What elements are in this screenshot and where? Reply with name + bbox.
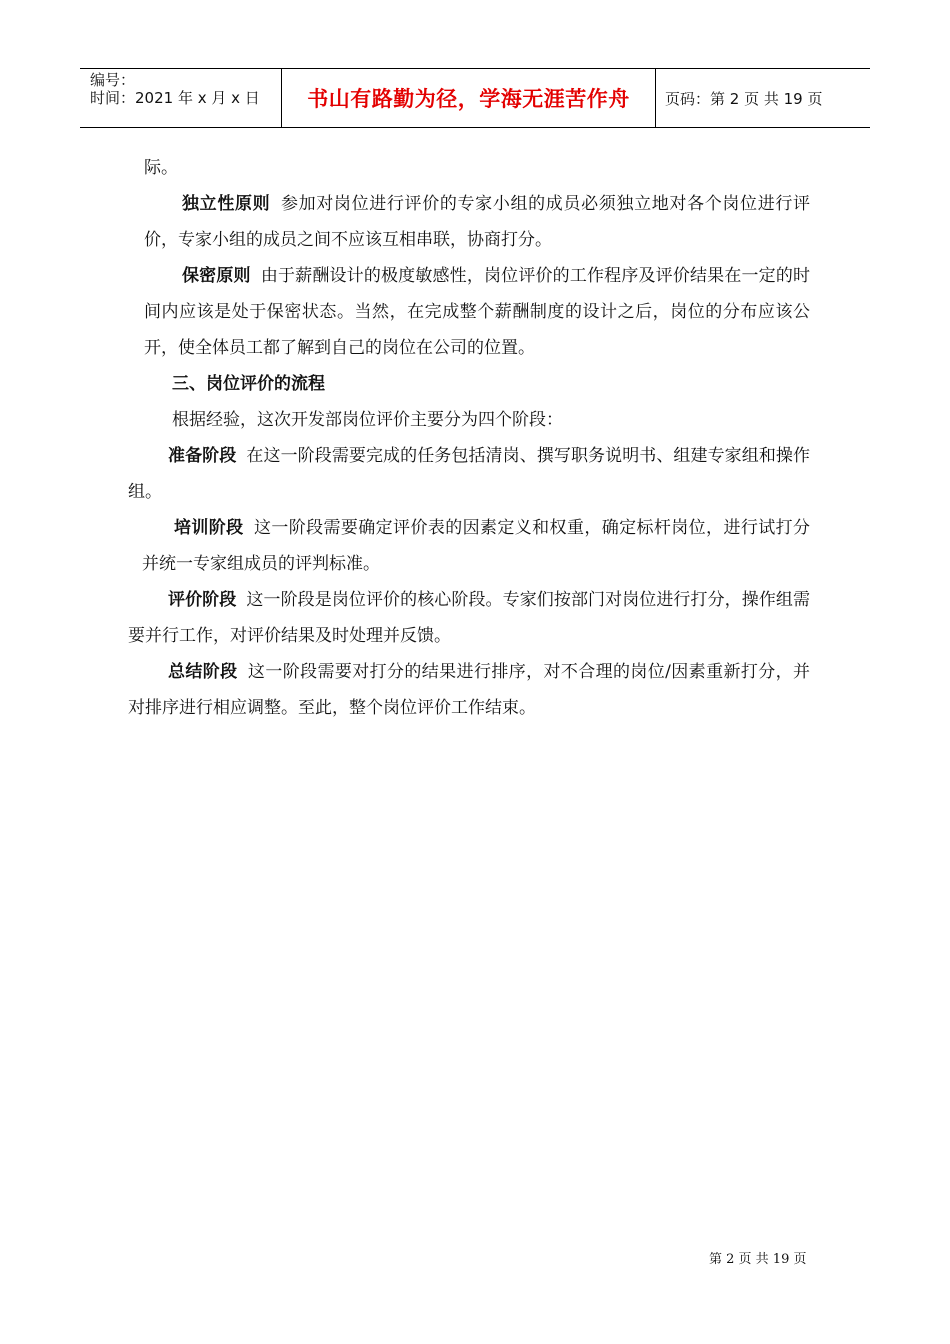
paragraph-intro (128, 402, 810, 438)
paragraph-text: 这一阶段需要对打分的结果进行排序，对不合理的岗位/因素重新打分，并对排序进行相应调整。至此，整个岗位评价工作结束。 (128, 662, 810, 718)
header-motto-cell (282, 69, 656, 127)
header-meta-cell (80, 69, 282, 127)
paragraph-text: 由于薪酬设计的极度敏感性，岗位评价的工作程序及评价结果在一定的时间内应该是处于保密状态。当然，在完成整个薪酬制度的设计之后，岗位的分布应该公开，使全体员工都了解到自己的岗位在公司的位置。 (144, 266, 811, 358)
footer-page-number: 第 2 页 共 19 页 (709, 1252, 807, 1267)
paragraph-text: 根据经验，这次开发部岗位评价主要分为四个阶段： (172, 410, 563, 430)
header-page-number: 页码：第 2 页 共 19 页 (665, 89, 823, 108)
header-motto: 书山有路勤为径，学海无涯苦作舟 (307, 87, 630, 111)
paragraph-preparation-stage (128, 438, 810, 510)
paragraph-term: 培训阶段 (174, 518, 244, 538)
page-header (80, 68, 870, 128)
paragraph-summary-stage (128, 654, 810, 726)
paragraph-continuation (128, 150, 810, 186)
paragraph-text: 在这一阶段需要完成的任务包括清岗、撰写职务说明书、组建专家组和操作组。 (128, 446, 811, 502)
paragraph-text: 这一阶段需要确定评价表的因素定义和权重，确定标杆岗位，进行试打分并统一专家组成员的评判标准。 (142, 518, 811, 574)
document-number-label: 编号： (90, 71, 136, 89)
paragraph-term: 准备阶段 (168, 446, 237, 466)
document-body (128, 150, 810, 726)
paragraph-term: 独立性原则 (182, 194, 271, 214)
document-time-label: 时间：2021 年 x 月 x 日 (90, 89, 260, 107)
paragraph-term: 保密原则 (182, 266, 251, 286)
paragraph-term: 总结阶段 (168, 662, 238, 682)
paragraph-confidentiality-principle (128, 258, 810, 366)
paragraph-training-stage (128, 510, 810, 582)
paragraph-text: 参加对岗位进行评价的专家小组的成员必须独立地对各个岗位进行评价，专家小组的成员之间不应该互相串联，协商打分。 (144, 194, 811, 250)
paragraph-text: 这一阶段是岗位评价的核心阶段。专家们按部门对岗位进行打分，操作组需要并行工作，对评价结果及时处理并反馈。 (128, 590, 811, 646)
paragraph-evaluation-stage (128, 582, 810, 654)
section-heading: 三、岗位评价的流程 (172, 374, 325, 394)
paragraph-term: 评价阶段 (168, 590, 237, 610)
paragraph-independence-principle (128, 186, 810, 258)
paragraph-text: 际。 (144, 158, 178, 178)
header-page-cell (656, 69, 870, 127)
